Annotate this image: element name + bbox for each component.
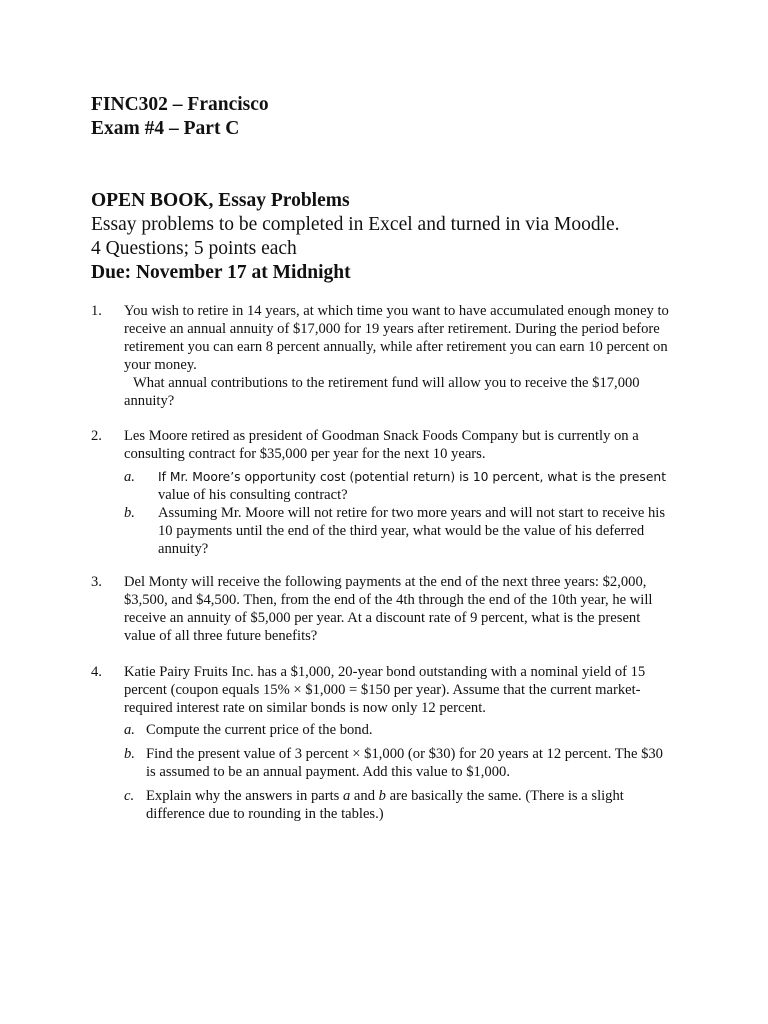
question-2 xyxy=(91,427,671,558)
part-text: Find the present value of 3 percent × $1,000 (or $30) for 20 years at 12 percent. The $30 is assumed to be an annual payment. Add this value to $1,000. xyxy=(146,746,663,780)
part-a xyxy=(124,721,671,739)
part-ref-b: b xyxy=(378,788,386,804)
part-b xyxy=(124,745,671,781)
question-text: Les Moore retired as president of Goodman Snack Foods Company but is currently on a consulting contract for $35,000 per year for the next 10 years. xyxy=(124,428,639,462)
section-heading: OPEN BOOK, Essay Problems xyxy=(91,190,350,211)
exam-title: Exam #4 – Part C xyxy=(91,118,240,139)
part-text: Assuming Mr. Moore will not retire for two more years and will not start to receive his 10 payments until the end of the third year, what would be the value of his deferred annuity? xyxy=(158,505,666,557)
part-text: value of his consulting contract? xyxy=(158,487,348,503)
part-c xyxy=(124,787,671,823)
question-number: 4. xyxy=(91,664,102,680)
question-text: Katie Pairy Fruits Inc. has a $1,000, 20-year bond outstanding with a nominal yield of 15 percent (coupon equals 15% × $1,000 = $150 per year). Assume that the current market-required interest rate on similar bonds is now only 12 percent. xyxy=(124,664,646,716)
part-text xyxy=(146,787,671,823)
question-prompt: What annual contributions to the retirement fund will allow you to receive the $17,000 annuity? xyxy=(124,375,640,409)
part-text-segment: and xyxy=(350,788,379,804)
part-letter: a. xyxy=(124,469,135,485)
due-date: Due: November 17 at Midnight xyxy=(91,262,351,283)
question-text: You wish to retire in 14 years, at which time you want to have accumulated enough money to receive an annual annuity of $17,000 for 19 years after retirement. During the period before retirement you can earn 8 percent annually, while after retirement you can earn 10 percent on your money. xyxy=(124,303,669,373)
part-text-segment: are basically the same. (There is a slight difference due to rounding in the tables.) xyxy=(146,788,624,822)
points-line: 4 Questions; 5 points each xyxy=(91,238,297,259)
question-number: 3. xyxy=(91,574,102,590)
part-a xyxy=(124,468,671,504)
question-text: Del Monty will receive the following payments at the end of the next three years: $2,000, $3,500, and $4,500. Then, from the end of the 4th through the end of the 10th year, he will receive an annuity of $5,000 per year. At a discount rate of 9 percent, what is the present value of all three future benefits? xyxy=(124,574,653,644)
part-letter: c. xyxy=(124,788,135,804)
course-title: FINC302 – Francisco xyxy=(91,94,269,115)
question-3 xyxy=(91,573,671,645)
question-number: 1. xyxy=(91,303,102,319)
part-ref-a: a xyxy=(342,788,351,804)
part-letter: a. xyxy=(124,722,135,738)
part-text-segment: Explain why the answers in parts xyxy=(146,788,343,804)
question-number: 2. xyxy=(91,428,102,444)
part-text: If Mr. Moore’s opportunity cost (potential return) is 10 percent, what is the present xyxy=(158,470,667,484)
instructions-line: Essay problems to be completed in Excel and turned in via Moodle. xyxy=(91,214,620,235)
question-1 xyxy=(91,302,671,410)
part-b xyxy=(124,504,671,558)
part-text: Compute the current price of the bond. xyxy=(146,722,373,738)
part-letter: b. xyxy=(124,746,135,762)
question-4 xyxy=(91,663,671,823)
part-letter: b. xyxy=(124,505,135,521)
